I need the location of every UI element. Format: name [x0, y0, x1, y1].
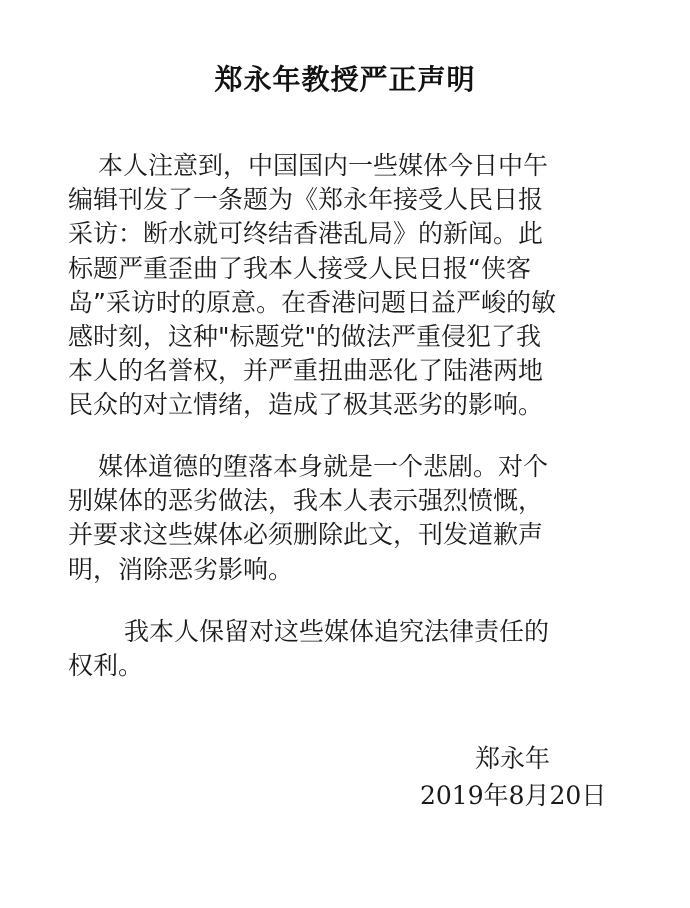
paragraph-notice	[68, 149, 628, 423]
signature-date: 2019年8月20日	[420, 781, 607, 810]
paragraph-line: 标题严重歪曲了我本人接受人民日报“侠客	[68, 253, 531, 283]
paragraph-line: 权利。	[68, 651, 144, 681]
paragraph-line: 本人的名誉权，并严重扭曲恶化了陆港两地	[68, 356, 544, 386]
paragraph-line: 岛”采访时的原意。在香港问题日益严峻的敏	[68, 287, 556, 317]
document-title: 郑永年教授严正声明	[214, 63, 476, 96]
paragraph-line: 并要求这些媒体必须删除此文，刊发道歉声	[68, 520, 544, 550]
paragraph-line: 本人注意到，中国国内一些媒体今日中午	[98, 151, 549, 180]
paragraph-line: 明，消除恶劣影响。	[68, 554, 294, 584]
paragraph-line: 民众的对立情绪，造成了极其恶劣的影响。	[68, 390, 544, 420]
paragraph-line: 媒体道德的堕落本身就是一个悲剧。对个	[98, 452, 549, 481]
paragraph-line: 感时刻，这种"标题党"的做法严重侵犯了我	[68, 322, 541, 352]
paragraph-line: 别媒体的恶劣做法，我本人表示强烈愤慨，	[68, 486, 544, 516]
paragraph-line: 我本人保留对这些媒体追究法律责任的	[124, 617, 550, 646]
paragraph-ethics	[68, 450, 628, 587]
paragraph-line: 采访：断水就可终结香港乱局》的新闻。此	[68, 219, 544, 249]
paragraph-legal-rights	[68, 615, 628, 683]
paragraph-line: 编辑刊发了一条题为《郑永年接受人民日报	[68, 185, 544, 215]
signature-name: 郑永年	[475, 744, 551, 773]
